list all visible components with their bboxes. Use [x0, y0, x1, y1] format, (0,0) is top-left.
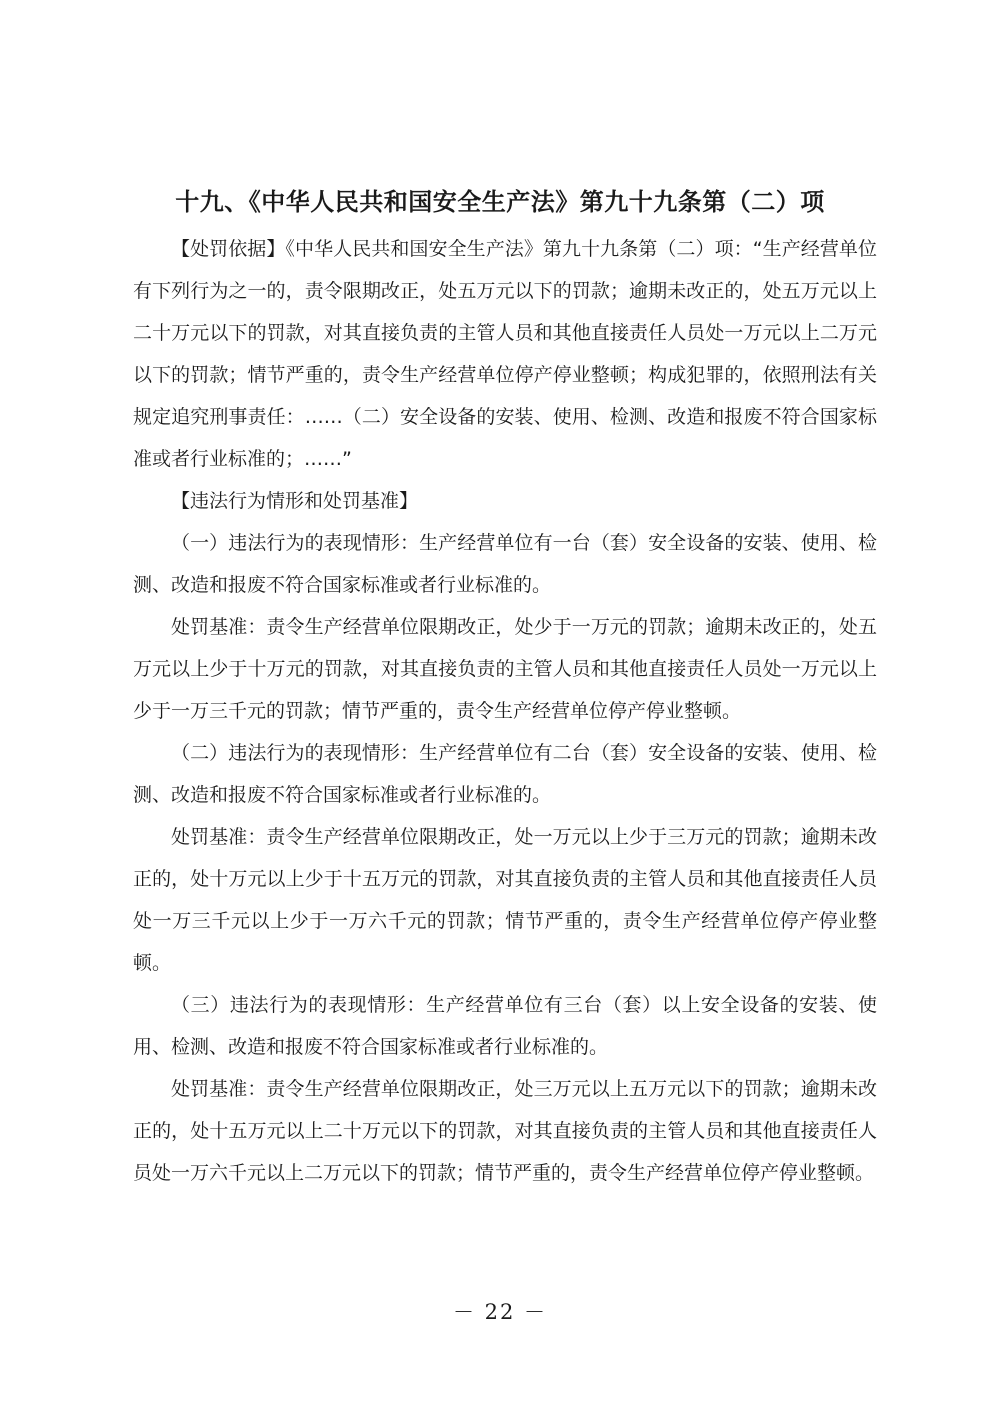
- case1-penalty-paragraph: 处罚基准：责令生产经营单位限期改正，处少于一万元的罚款；逾期未改正的，处五万元以上少于十万元的罚款，对其直接负责的主管人员和其他直接责任人员处一万元以上少于一万三千元的罚款；情节严重的，责令生产经营单位停产停业整顿。: [133, 616, 877, 722]
- case2-situation-paragraph: （二）违法行为的表现情形：生产经营单位有二台（套）安全设备的安装、使用、检测、改造和报废不符合国家标准或者行业标准的。: [133, 742, 877, 806]
- case3-situation-paragraph: （三）违法行为的表现情形：生产经营单位有三台（套）以上安全设备的安装、使用、检测、改造和报废不符合国家标准或者行业标准的。: [133, 994, 877, 1058]
- case1-situation-paragraph: （一）违法行为的表现情形：生产经营单位有一台（套）安全设备的安装、使用、检测、改造和报废不符合国家标准或者行业标准的。: [133, 532, 877, 596]
- case2-penalty-paragraph: 处罚基准：责令生产经营单位限期改正，处一万元以上少于三万元的罚款；逾期未改正的，处十万元以上少于十五万元的罚款，对其直接负责的主管人员和其他直接责任人员处一万三千元以上少于一万六千元的罚款；情节严重的，责令生产经营单位停产停业整顿。: [133, 826, 877, 974]
- document-body: [133, 228, 877, 1194]
- page-title: 十九、《中华人民共和国安全生产法》第九十九条第（二）项: [175, 187, 825, 216]
- section-heading: 【违法行为情形和处罚基准】: [171, 490, 419, 512]
- penalty-basis-paragraph: 【处罚依据】《中华人民共和国安全生产法》第九十九条第（二）项：“生产经营单位有下列行为之一的，责令限期改正，处五万元以下的罚款；逾期未改正的，处五万元以上二十万元以下的罚款，对其直接负责的主管人员和其他直接责任人员处一万元以上二万元以下的罚款；情节严重的，责令生产经营单位停产停业整顿；构成犯罪的，依照刑法有关规定追究刑事责任：……（二）安全设备的安装、使用、检测、改造和报废不符合国家标准或者行业标准的；……”: [133, 238, 877, 470]
- page-number: － 22 －: [452, 1300, 548, 1324]
- case3-penalty-paragraph: 处罚基准：责令生产经营单位限期改正，处三万元以上五万元以下的罚款；逾期未改正的，处十五万元以上二十万元以下的罚款，对其直接负责的主管人员和其他直接责任人员处一万六千元以上二万元以下的罚款；情节严重的，责令生产经营单位停产停业整顿。: [133, 1078, 877, 1184]
